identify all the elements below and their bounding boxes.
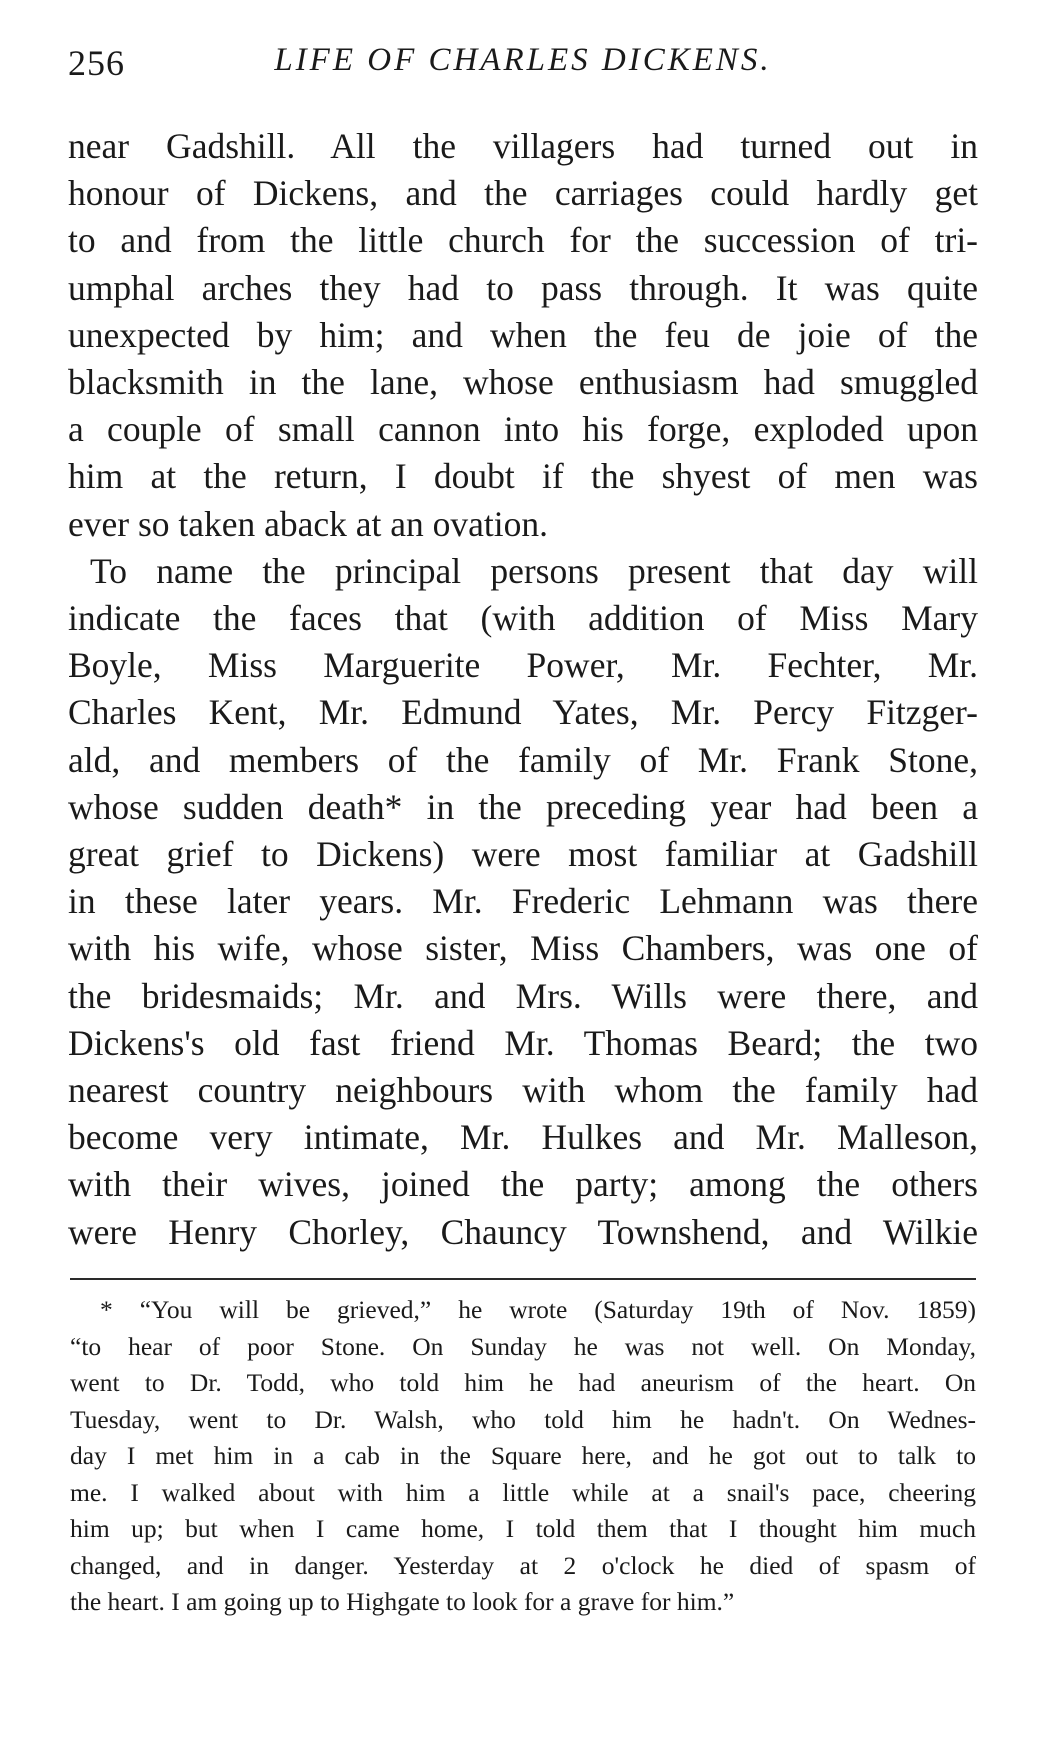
body-line: near Gadshill. All the villagers had turned out in xyxy=(68,126,978,166)
page-number: 256 xyxy=(68,43,125,83)
body-line: unexpected by him; and when the feu de joie of the xyxy=(68,314,978,355)
footnote-divider xyxy=(70,1278,976,1280)
body-line: with their wives, joined the party; among the others xyxy=(68,1164,978,1205)
body-line: the bridesmaids; Mr. and Mrs. Wills were there, and xyxy=(68,975,978,1016)
body-line: become very intimate, Mr. Hulkes and Mr. Malleson, xyxy=(68,1117,978,1158)
footnote-line: * “You will be grieved,” he wrote (Saturday 19th of Nov. 1859) xyxy=(100,1295,976,1324)
footnote-line: day I met him in a cab in the Square here, and he got out to talk to xyxy=(70,1441,976,1470)
body-line: with his wife, whose sister, Miss Chambers, was one of xyxy=(68,928,978,969)
footnote-line: him up; but when I came home, I told them that I thought him much xyxy=(70,1514,976,1543)
footnote xyxy=(70,1292,976,1621)
body-line: umphal arches they had to pass through. It was quite xyxy=(68,267,978,308)
body-line: Charles Kent, Mr. Edmund Yates, Mr. Percy Fitzger- xyxy=(68,692,978,733)
body-line: a couple of small cannon into his forge, exploded upon xyxy=(68,409,978,450)
footnote-line: went to Dr. Todd, who told him he had aneurism of the heart. On xyxy=(70,1368,976,1397)
running-header xyxy=(68,42,978,92)
body-line-footnote-ref: whose sudden death* in the preceding year had been a xyxy=(68,786,978,827)
body-line: honour of Dickens, and the carriages could hardly get xyxy=(68,173,978,214)
body-line-paragraph-start: To name the principal persons present that day will xyxy=(90,550,978,591)
footnote-line-end: the heart. I am going up to Highgate to look for a grave for him.” xyxy=(70,1587,735,1616)
body-line: ald, and members of the family of Mr. Frank Stone, xyxy=(68,739,978,780)
body-text xyxy=(68,123,978,1256)
body-line: blacksmith in the lane, whose enthusiasm had smuggled xyxy=(68,362,978,403)
body-line: Boyle, Miss Marguerite Power, Mr. Fechter, Mr. xyxy=(68,645,978,686)
footnote-line: Tuesday, went to Dr. Walsh, who told him he hadn't. On Wednes- xyxy=(70,1404,976,1434)
body-line: Dickens's old fast friend Mr. Thomas Beard; the two xyxy=(68,1022,978,1063)
body-line: were Henry Chorley, Chauncy Townshend, and Wilkie xyxy=(68,1211,978,1252)
body-line-paragraph-end: ever so taken aback at an ovation. xyxy=(68,503,549,544)
body-line: in these later years. Mr. Frederic Lehmann was there xyxy=(68,881,978,922)
body-line: indicate the faces that (with addition of Miss Mary xyxy=(68,598,978,639)
footnote-line: changed, and in danger. Yesterday at 2 o'clock he died of spasm of xyxy=(70,1550,976,1580)
body-line: to and from the little church for the succession of tri- xyxy=(68,220,978,261)
footnote-line: me. I walked about with him a little while at a snail's pace, cheering xyxy=(70,1477,976,1507)
footnote-line: “to hear of poor Stone. On Sunday he was not well. On Monday, xyxy=(70,1331,976,1361)
body-line: great grief to Dickens) were most familiar at Gadshill xyxy=(68,834,978,875)
running-title: LIFE OF CHARLES DICKENS. xyxy=(274,42,772,78)
body-line: nearest country neighbours with whom the family had xyxy=(68,1070,978,1111)
body-line: him at the return, I doubt if the shyest of men was xyxy=(68,456,978,497)
